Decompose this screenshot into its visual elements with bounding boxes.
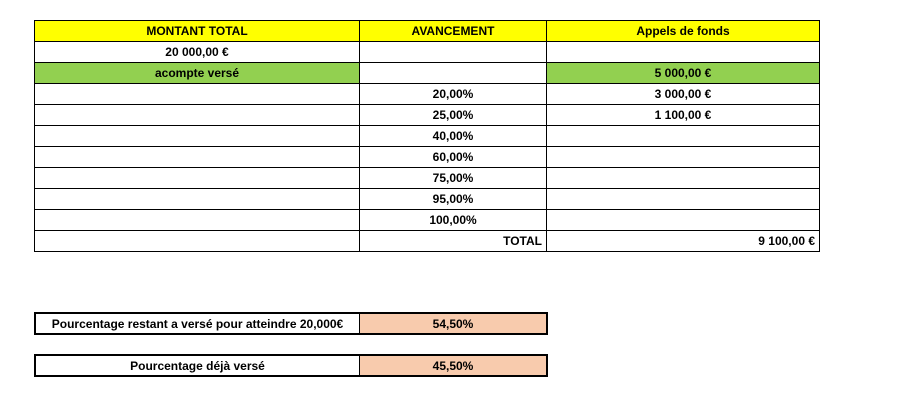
deposit-row — [35, 63, 820, 84]
progress-cell[interactable]: 75,00% — [360, 168, 547, 189]
fund-call-cell[interactable] — [547, 147, 820, 168]
empty-cell[interactable] — [35, 147, 360, 168]
fund-call-cell[interactable] — [547, 189, 820, 210]
table-row — [35, 189, 820, 210]
header-progress[interactable]: AVANCEMENT — [360, 21, 547, 42]
total-value-cell[interactable]: 9 100,00 € — [547, 231, 820, 252]
total-amount-cell[interactable]: 20 000,00 € — [35, 42, 360, 63]
progress-cell[interactable]: 95,00% — [360, 189, 547, 210]
remaining-percentage-value[interactable]: 54,50% — [360, 313, 548, 334]
total-row — [35, 231, 820, 252]
total-amount-row — [35, 42, 820, 63]
fund-call-cell[interactable] — [547, 126, 820, 147]
progress-cell[interactable]: 25,00% — [360, 105, 547, 126]
deposit-label-cell[interactable]: acompte versé — [35, 63, 360, 84]
empty-cell[interactable] — [35, 168, 360, 189]
fund-call-cell[interactable]: 1 100,00 € — [547, 105, 820, 126]
empty-cell[interactable] — [360, 42, 547, 63]
total-label-cell[interactable]: TOTAL — [360, 231, 547, 252]
progress-cell[interactable]: 100,00% — [360, 210, 547, 231]
table-row — [35, 105, 820, 126]
table-row — [35, 210, 820, 231]
deposit-amount-cell[interactable]: 5 000,00 € — [547, 63, 820, 84]
empty-cell[interactable] — [35, 105, 360, 126]
table-row — [35, 168, 820, 189]
paid-percentage-value[interactable]: 45,50% — [360, 355, 548, 376]
remaining-percentage-label[interactable]: Pourcentage restant a versé pour atteindre 20,000€ — [35, 313, 360, 334]
header-row — [35, 21, 820, 42]
fund-call-cell[interactable]: 3 000,00 € — [547, 84, 820, 105]
fund-call-cell[interactable] — [547, 210, 820, 231]
paid-percentage-label[interactable]: Pourcentage déjà versé — [35, 355, 360, 376]
paid-percentage-box — [34, 354, 548, 377]
empty-cell[interactable] — [35, 231, 360, 252]
empty-cell[interactable] — [35, 84, 360, 105]
progress-cell[interactable]: 60,00% — [360, 147, 547, 168]
fund-call-cell[interactable] — [547, 168, 820, 189]
header-fund-calls[interactable]: Appels de fonds — [547, 21, 820, 42]
empty-cell[interactable] — [547, 42, 820, 63]
remaining-percentage-box — [34, 312, 548, 335]
header-total-amount[interactable]: MONTANT TOTAL — [35, 21, 360, 42]
progress-cell[interactable]: 20,00% — [360, 84, 547, 105]
funds-call-table — [34, 20, 820, 252]
empty-cell[interactable] — [35, 189, 360, 210]
table-row — [35, 126, 820, 147]
table-row — [35, 84, 820, 105]
table-row — [35, 147, 820, 168]
empty-cell[interactable] — [35, 126, 360, 147]
empty-cell[interactable] — [35, 210, 360, 231]
empty-cell[interactable] — [360, 63, 547, 84]
progress-cell[interactable]: 40,00% — [360, 126, 547, 147]
